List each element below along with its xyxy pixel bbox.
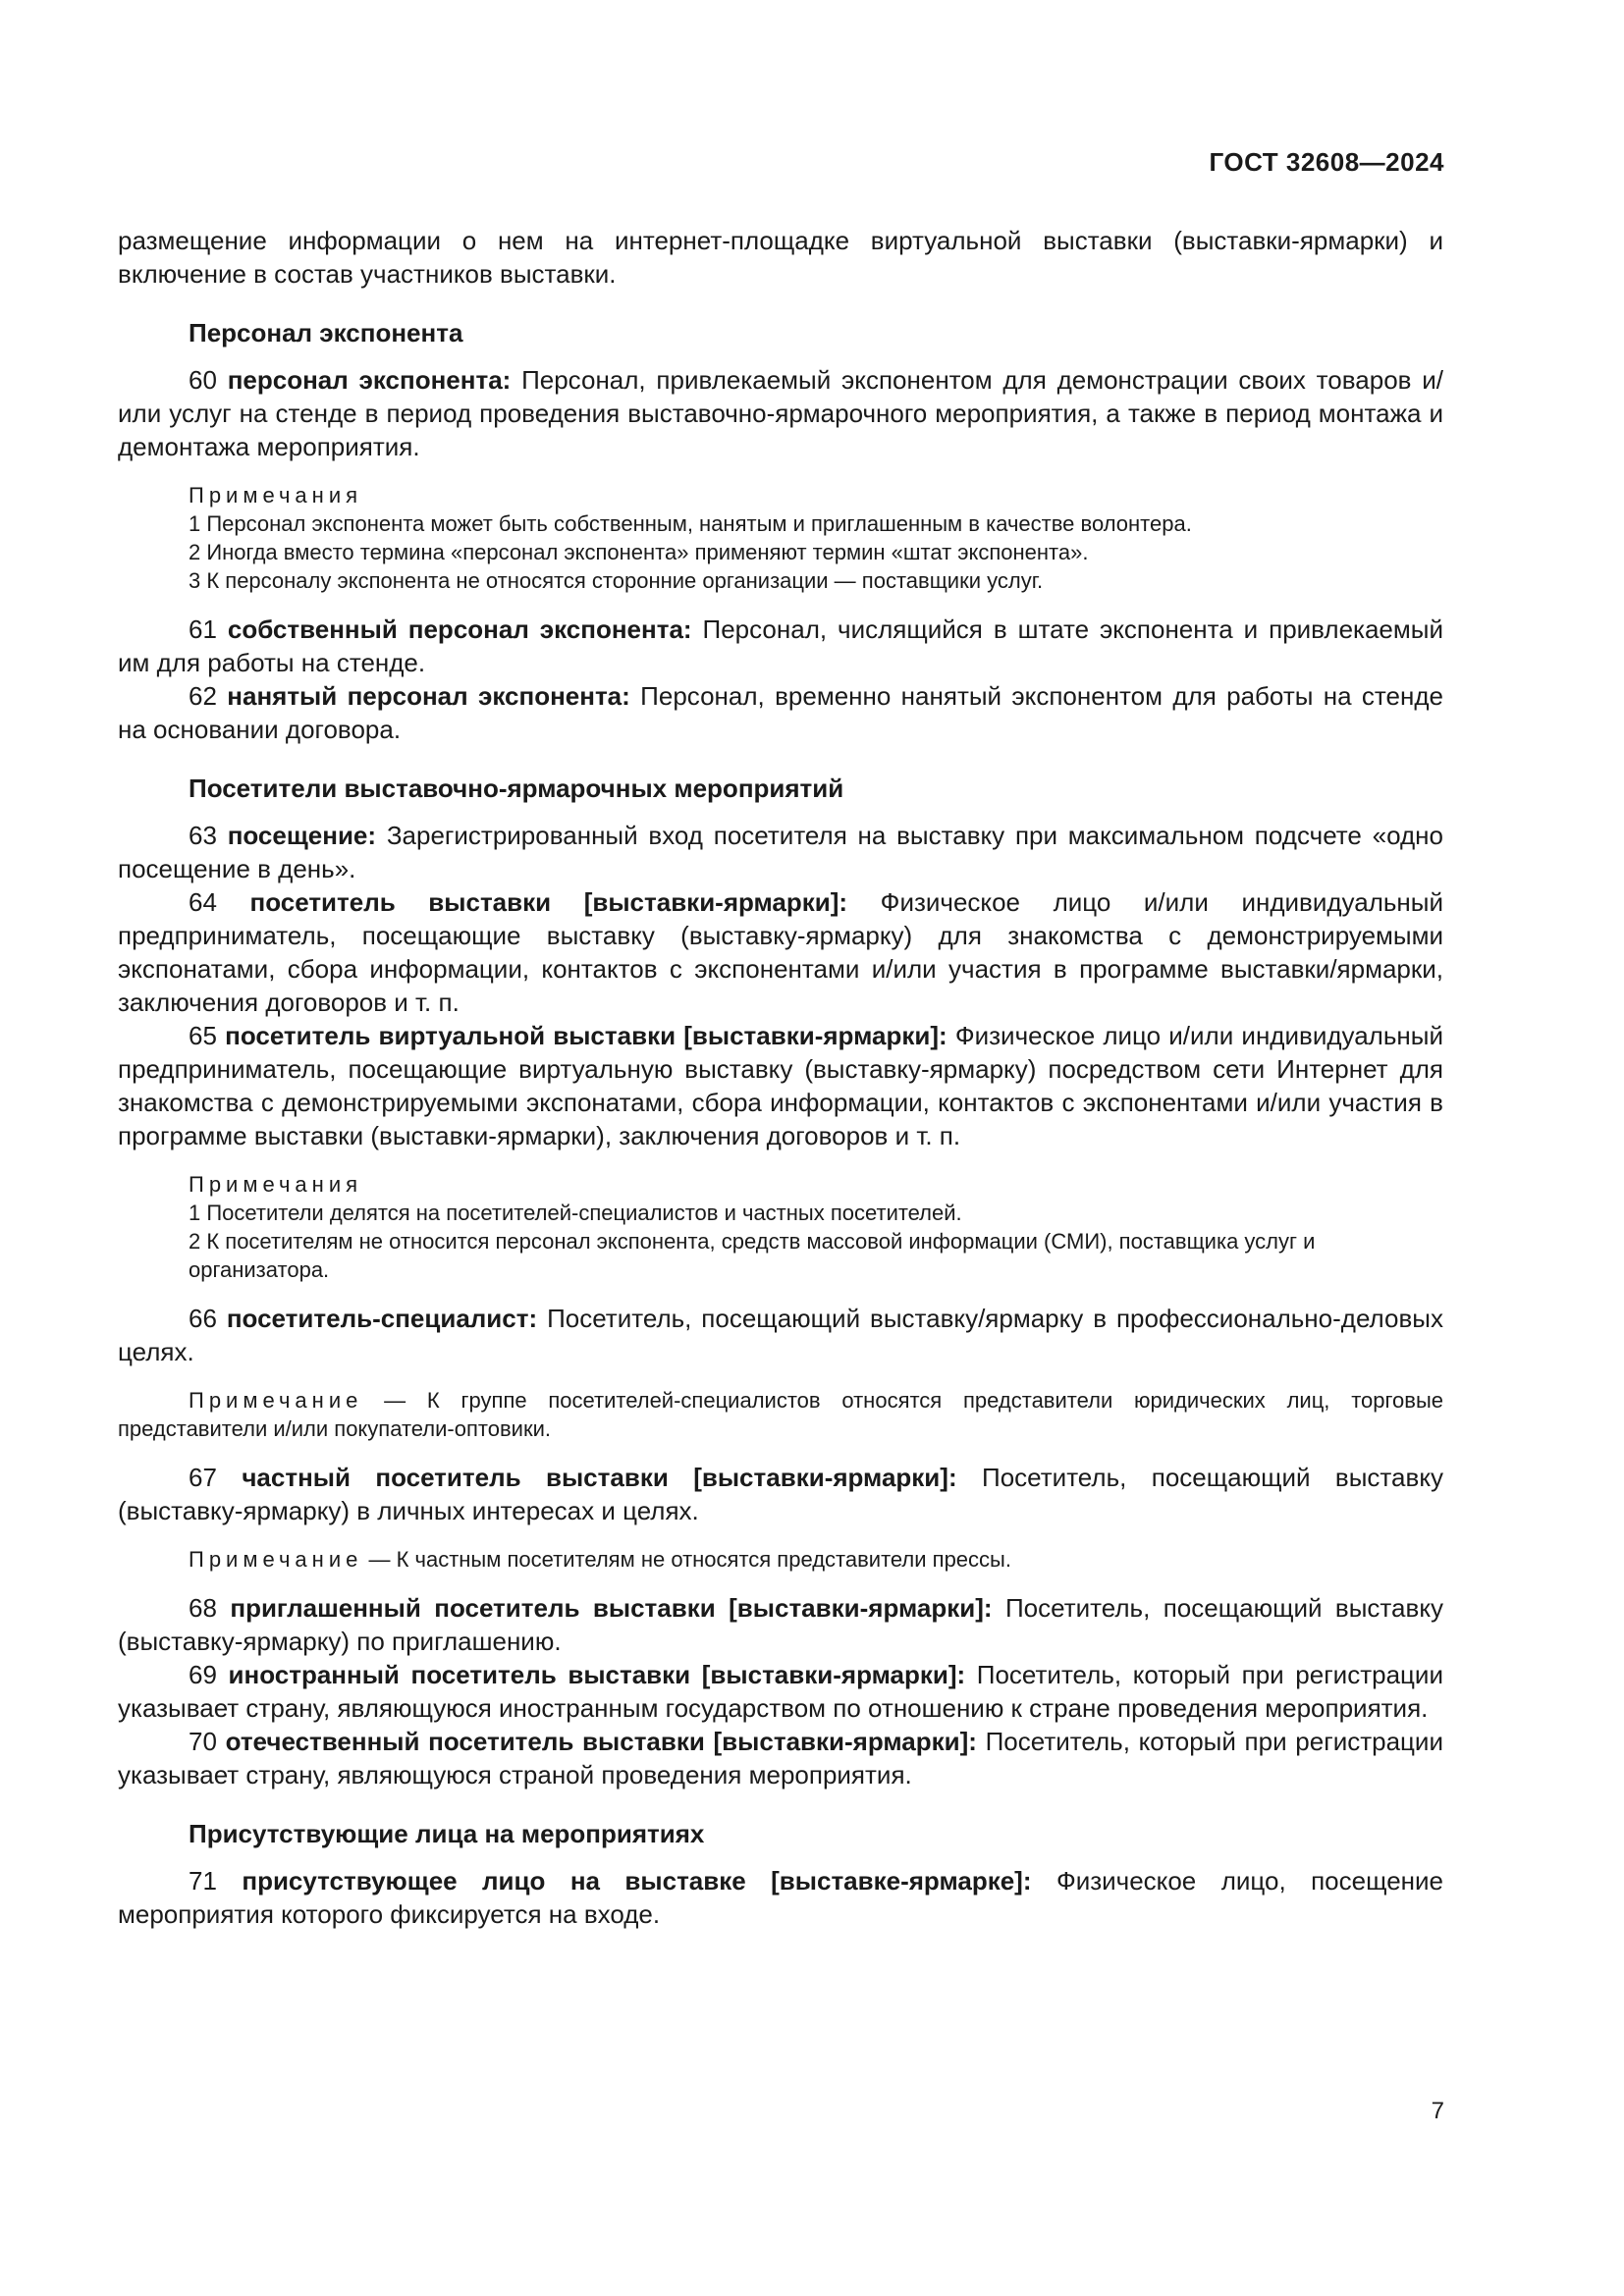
term-title: посетитель выставки [выставки-ярмарки]: <box>249 887 848 917</box>
term-70 <box>118 1725 1443 1791</box>
note-text: — К группе посетителей-специалистов относятся представители юридических лиц, торговые представители и/или покупатели-оптовики. <box>118 1388 1443 1441</box>
note-item: 1 Персонал экспонента может быть собственным, нанятым и приглашенным в качестве волонтера. <box>189 511 1192 536</box>
notes-title: Примечания <box>189 1172 363 1197</box>
term-number: 68 <box>189 1593 217 1623</box>
term-number: 65 <box>189 1021 217 1050</box>
note-67 <box>118 1545 1443 1574</box>
term-63 <box>118 819 1443 885</box>
note-item: 2 К посетителям не относится персонал экспонента, средств массовой информации (СМИ), поставщика услуг и организатора. <box>189 1229 1316 1282</box>
document-body <box>118 224 1443 1931</box>
note-item: 1 Посетители делятся на посетителей-специалистов и частных посетителей. <box>189 1201 962 1225</box>
term-title: собственный персонал экспонента: <box>227 614 692 644</box>
term-definition: Персонал, временно нанятый экспонентом для работы на стенде на основании договора. <box>118 681 1443 744</box>
term-66 <box>118 1302 1443 1368</box>
section-heading-visitors: Посетители выставочно-ярмарочных мероприятий <box>189 774 844 803</box>
term-title: посетитель-специалист: <box>226 1304 538 1333</box>
term-number: 60 <box>189 365 217 395</box>
term-67 <box>118 1461 1443 1527</box>
term-number: 69 <box>189 1660 217 1689</box>
term-definition: Посетитель, посещающий выставку/ярмарку в профессионально-деловых целях. <box>118 1304 1443 1366</box>
term-definition: Посетитель, посещающий выставку (выставку-ярмарку) по приглашению. <box>118 1593 1443 1656</box>
term-68 <box>118 1591 1443 1658</box>
term-title: посещение: <box>227 821 377 850</box>
term-number: 62 <box>189 681 217 711</box>
term-69 <box>118 1658 1443 1725</box>
term-definition: Персонал, привлекаемый экспонентом для демонстрации своих товаров и/или услуг на стенде в период проведения выставочно-ярмарочного мероприятия, а также в период монтажа и демонтажа мероприятия. <box>118 365 1443 461</box>
note-item: 3 К персоналу экспонента не относятся сторонние организации — поставщики услуг. <box>189 568 1044 593</box>
intro-paragraph: размещение информации о нем на интернет-площадке виртуальной выставки (выставки-ярмарки) и включение в состав участников выставки. <box>118 226 1443 289</box>
term-number: 61 <box>189 614 217 644</box>
note-item: 2 Иногда вместо термина «персонал экспонента» применяют термин «штат экспонента». <box>189 540 1089 564</box>
term-title: присутствующее лицо на выставке [выставке-ярмарке]: <box>242 1866 1032 1896</box>
term-60 <box>118 363 1443 463</box>
term-number: 67 <box>189 1463 217 1492</box>
section-heading-attendees: Присутствующие лица на мероприятиях <box>189 1819 705 1848</box>
term-62 <box>118 679 1443 746</box>
term-title: частный посетитель выставки [выставки-ярмарки]: <box>242 1463 957 1492</box>
term-title: отечественный посетитель выставки [выставки-ярмарки]: <box>225 1727 977 1756</box>
term-number: 71 <box>189 1866 217 1896</box>
term-definition: Персонал, числящийся в штате экспонента и привлекаемый им для работы на стенде. <box>118 614 1443 677</box>
term-definition: Зарегистрированный вход посетителя на выставку при максимальном подсчете «одно посещение в день». <box>118 821 1443 883</box>
term-title: иностранный посетитель выставки [выставки-ярмарки]: <box>228 1660 966 1689</box>
term-65 <box>118 1019 1443 1152</box>
note-text: — К частным посетителям не относятся представители прессы. <box>368 1547 1011 1572</box>
term-title: нанятый персонал экспонента: <box>227 681 630 711</box>
term-definition: Физическое лицо и/или индивидуальный предприниматель, посещающие виртуальную выставку (выставку-ярмарку) посредством сети Интернет для знакомства с демонстрируемыми экспонатами, сбора информации, контактов с экспонентами и/или участия в программе выставки (выставки-ярмарки), заключения договоров и т. п. <box>118 1021 1443 1150</box>
notes-block-1 <box>189 481 1443 595</box>
notes-block-2 <box>189 1170 1443 1284</box>
term-definition: Физическое лицо и/или индивидуальный предприниматель, посещающие выставку (выставку-ярмарку) для знакомства с демонстрируемыми экспонатами, сбора информации, контактов с экспонентами и/или участия в программе выставки/ярмарки, заключения договоров и т. п. <box>118 887 1443 1017</box>
term-definition: Физическое лицо, посещение мероприятия которого фиксируется на входе. <box>118 1866 1443 1929</box>
page-number: 7 <box>1431 2098 1444 2124</box>
term-number: 63 <box>189 821 217 850</box>
section-heading-exhibitor-staff: Персонал экспонента <box>189 318 463 347</box>
term-title: персонал экспонента: <box>227 365 512 395</box>
term-71 <box>118 1864 1443 1931</box>
term-definition: Посетитель, который при регистрации указывает страну, являющуюся страной проведения мероприятия. <box>118 1727 1443 1789</box>
term-number: 70 <box>189 1727 217 1756</box>
term-definition: Посетитель, который при регистрации указывает страну, являющуюся иностранным государством по отношению к стране проведения мероприятия. <box>118 1660 1443 1723</box>
term-number: 66 <box>189 1304 217 1333</box>
term-number: 64 <box>189 887 217 917</box>
note-66 <box>118 1386 1443 1443</box>
term-title: посетитель виртуальной выставки [выставки-ярмарки]: <box>225 1021 947 1050</box>
notes-title: Примечания <box>189 483 363 507</box>
term-61 <box>118 613 1443 679</box>
term-definition: Посетитель, посещающий выставку (выставку-ярмарку) в личных интересах и целях. <box>118 1463 1443 1525</box>
term-title: приглашенный посетитель выставки [выставки-ярмарки]: <box>230 1593 993 1623</box>
note-label: Примечание <box>189 1547 363 1572</box>
term-64 <box>118 885 1443 1019</box>
document-header: ГОСТ 32608—2024 <box>1209 147 1444 177</box>
note-label: Примечание <box>189 1388 363 1413</box>
